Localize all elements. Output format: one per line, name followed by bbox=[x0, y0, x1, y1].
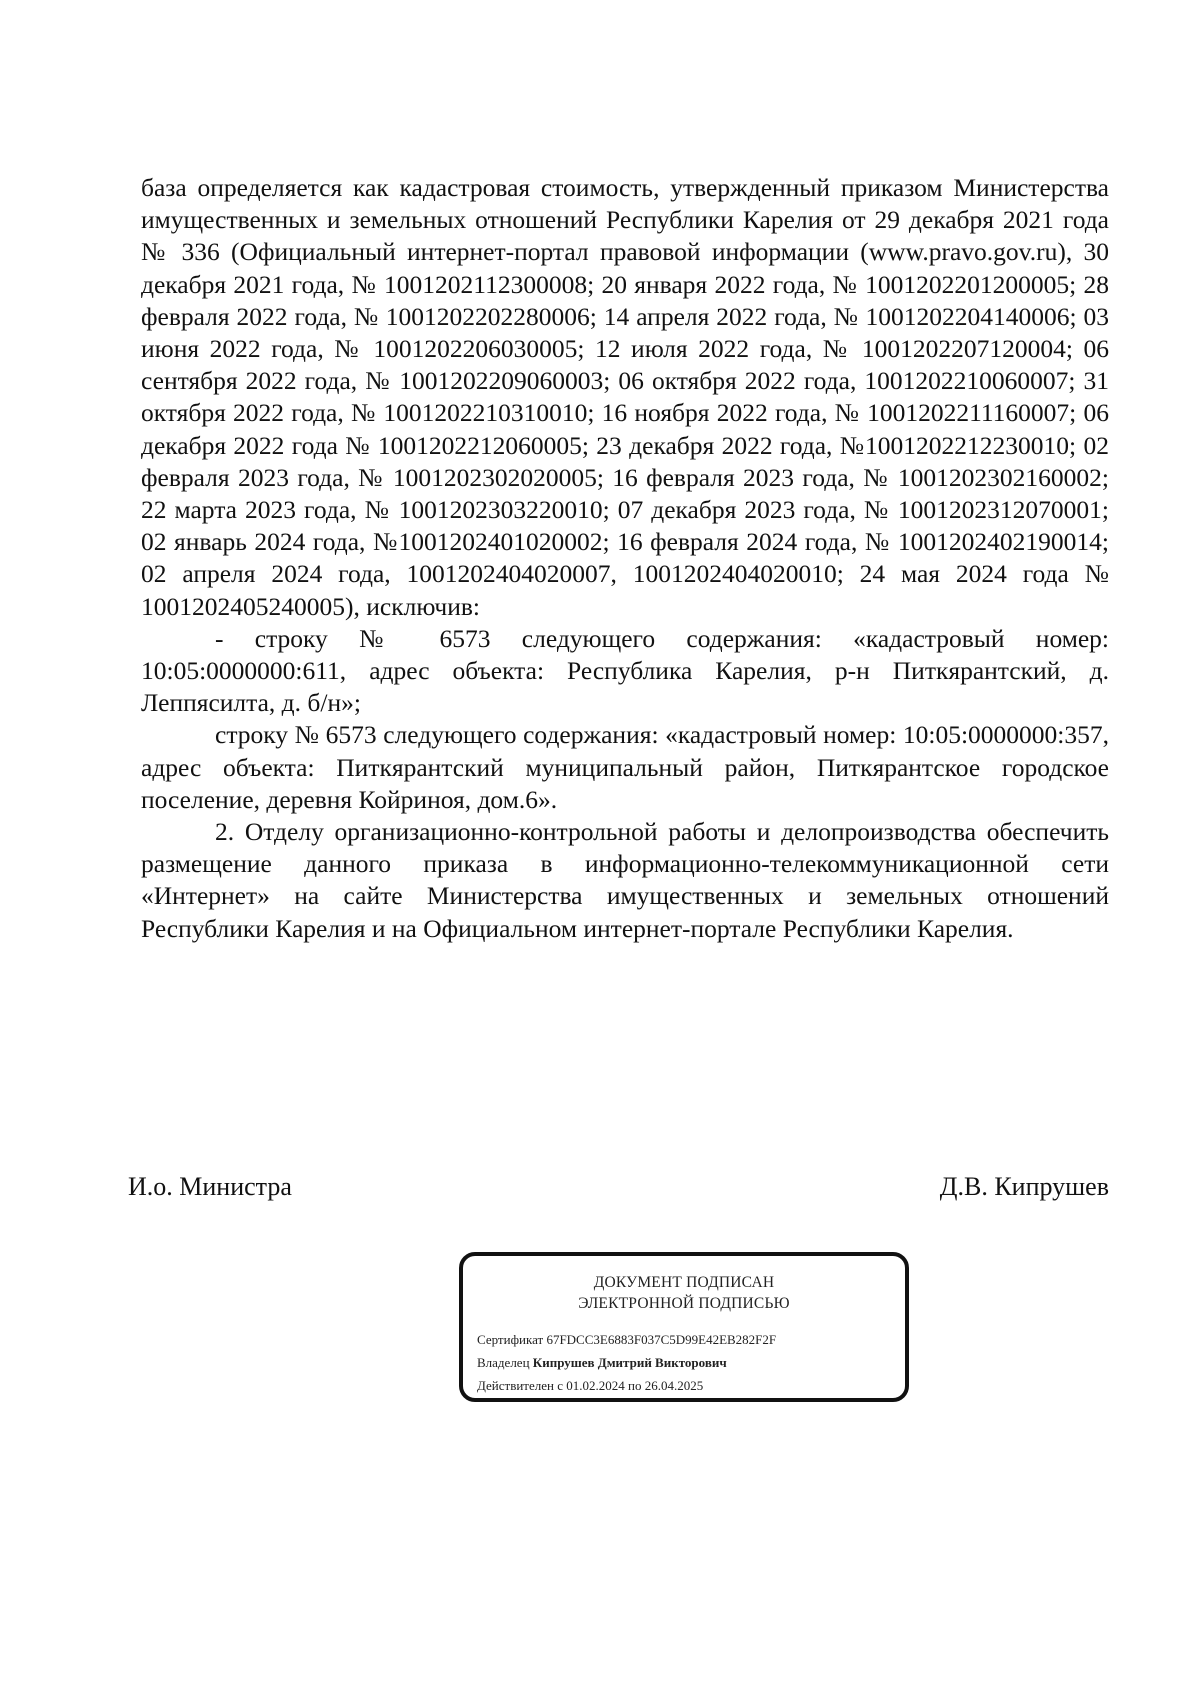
stamp-title bbox=[463, 1272, 905, 1314]
paragraph-tax-base: база определяется как кадастровая стоимость, утвержденный приказом Министерства имущественных и земельных отношений Республики Карелия от 29 декабря 2021 года № 336 (Официальный интернет-портал правовой информации (www.pravo.gov.ru), 30 декабря 2021 года, № 1001202112300008; 20 января 2022 года, № 1001202201200005; 28 февраля 2022 года, № 1001202202280006; 14 апреля 2022 года, № 1001202204140006; 03 июня 2022 года, № 1001202206030005; 12 июля 2022 года, № 1001202207120004; 06 сентября 2022 года, № 1001202209060003; 06 октября 2022 года, 1001202210060007; 31 октября 2022 года, № 1001202210310010; 16 ноября 2022 года, № 1001202211160007; 06 декабря 2022 года № 1001202212060005; 23 декабря 2022 года, №1001202212230010; 02 февраля 2023 года, № 1001202302020005; 16 февраля 2023 года, № 1001202302160002; 22 марта 2023 года, № 1001202303220010; 07 декабря 2023 года, № 1001202312070001; 02 январь 2024 года, №1001202401020002; 16 февраля 2024 года, № 1001202402190014; 02 апреля 2024 года, 1001202404020007, 1001202404020010; 24 мая 2024 года № 1001202405240005), исключив: bbox=[141, 173, 1109, 621]
stamp-certificate-value: 67FDCC3E6883F037C5D99E42EB282F2F bbox=[546, 1332, 777, 1347]
signature-block bbox=[128, 1171, 1109, 1203]
stamp-title-line1: ДОКУМЕНТ ПОДПИСАН bbox=[593, 1274, 775, 1291]
stamp-validity-row bbox=[477, 1374, 905, 1397]
stamp-valid-to-label: по bbox=[628, 1378, 642, 1393]
signatory-name: Д.В. Кипрушев bbox=[939, 1172, 1109, 1201]
stamp-owner-label: Владелец bbox=[477, 1355, 530, 1370]
stamp-owner-value: Кипрушев Дмитрий Викторович bbox=[532, 1355, 727, 1370]
electronic-signature-stamp bbox=[459, 1252, 909, 1402]
paragraph-exclusion-611: - строку № 6573 следующего содержания: «кадастровый номер: 10:05:0000000:611, адрес объекта: Республика Карелия, р-н Питкярантский, д. Леппясилта, д. б/н»; bbox=[141, 623, 1109, 718]
paragraph-exclusion-357: строку № 6573 следующего содержания: «кадастровый номер: 10:05:0000000:357, адрес объекта: Питкярантский муниципальный район, Питкярантское городское поселение, деревня Койриноя, дом.6». bbox=[141, 720, 1109, 814]
stamp-valid-from: 01.02.2024 bbox=[566, 1378, 625, 1393]
stamp-owner-row bbox=[477, 1351, 905, 1374]
paragraph-publication: 2. Отделу организационно-контрольной работы и делопроизводства обеспечить размещение данного приказа в информационно-телекоммуникационной сети «Интернет» на сайте Министерства имущественных и земельных отношений Республики Карелия и на Официальном интернет-портале Республики Карелия. bbox=[141, 817, 1109, 943]
stamp-certificate-row bbox=[477, 1328, 905, 1351]
signatory-position: И.о. Министра bbox=[128, 1172, 292, 1201]
stamp-certificate-label: Сертификат bbox=[477, 1332, 544, 1347]
stamp-valid-to: 26.04.2025 bbox=[644, 1378, 704, 1393]
stamp-valid-label: Действителен с bbox=[477, 1378, 563, 1393]
document-body bbox=[141, 172, 1109, 945]
stamp-details bbox=[463, 1328, 905, 1397]
stamp-title-line2: ЭЛЕКТРОННОЙ ПОДПИСЬЮ bbox=[578, 1295, 790, 1312]
